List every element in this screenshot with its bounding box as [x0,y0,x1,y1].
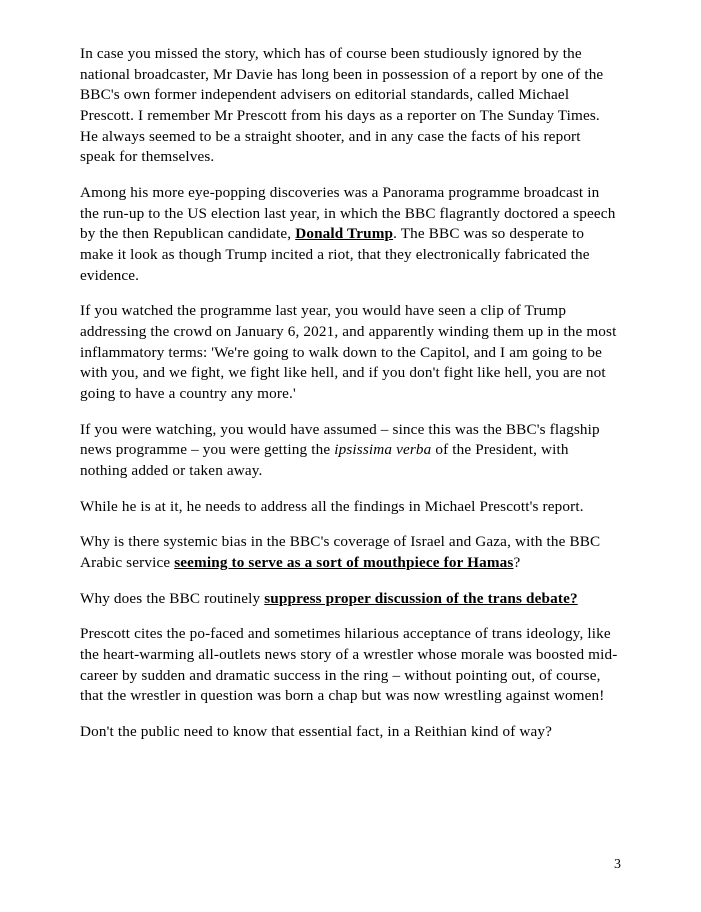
text-run: If you were watching, you would have assumed – since this was the BBC's flagship news programme – you were getting the [80,420,600,459]
text-run: If you watched the programme last year, you would have seen a clip of Trump addressing the crowd on January 6, 2021, and apparently winding them up in the most inflammatory terms: 'We're going to walk down to the Capitol, and I am going to be with you, and we fight, we fight like hell, and if you don't fight like hell, you are not going to have a country any more.' [80,302,617,403]
text-run: ? [513,554,521,572]
emphasis-link-text[interactable]: Donald Trump [295,225,394,243]
emphasis-link-text[interactable]: seeming to serve as a sort of mouthpiece for Hamas [174,554,514,572]
page-number: 3 [614,857,621,872]
paragraph [80,722,619,743]
text-run: While he is at it, he needs to address all the findings in Michael Prescott's report. [80,497,584,515]
paragraph [80,183,619,286]
paragraph [80,589,619,610]
paragraph [80,532,619,573]
emphasis-link-text[interactable]: suppress proper discussion of the trans debate? [264,589,578,607]
text-run: Why does the BBC routinely [80,589,265,607]
paragraph [80,624,619,707]
document-body [80,44,619,743]
text-run: In case you missed the story, which has of course been studiously ignored by the national broadcaster, Mr Davie has long been in possession of a report by one of the BBC's own former independent advisers on editorial standards, called Michael Prescott. I remember Mr Prescott from his days as a reporter on The Sunday Times. He always seemed to be a straight shooter, and in any case the facts of his report speak for themselves. [80,45,604,166]
text-run: Among his more eye-popping discoveries was a Panorama programme broadcast in the run-up to the US election last year, in which the BBC flagrantly doctored a speech by the then Republican candidate, [80,184,616,243]
italic-text: ipsissima verba [334,441,432,459]
paragraph [80,301,619,404]
paragraph [80,44,619,168]
text-run: Prescott cites the po-faced and sometimes hilarious acceptance of trans ideology, like the heart-warming all-outlets news story of a wrestler whose morale was boosted mid-career by sudden and dramatic success in the ring – without pointing out, of course, that the wrestler in question was born a chap but was now wrestling against women! [80,625,618,705]
text-run: Why is there systemic bias in the BBC's coverage of Israel and Gaza, with the BBC Arabic service [80,533,601,572]
text-run: . The BBC was so desperate to make it look as though Trump incited a riot, that they electronically fabricated the evidence. [80,225,590,284]
paragraph [80,497,619,518]
text-run: Don't the public need to know that essential fact, in a Reithian kind of way? [80,723,553,741]
paragraph [80,420,619,482]
text-run: of the President, with nothing added or taken away. [80,441,569,480]
